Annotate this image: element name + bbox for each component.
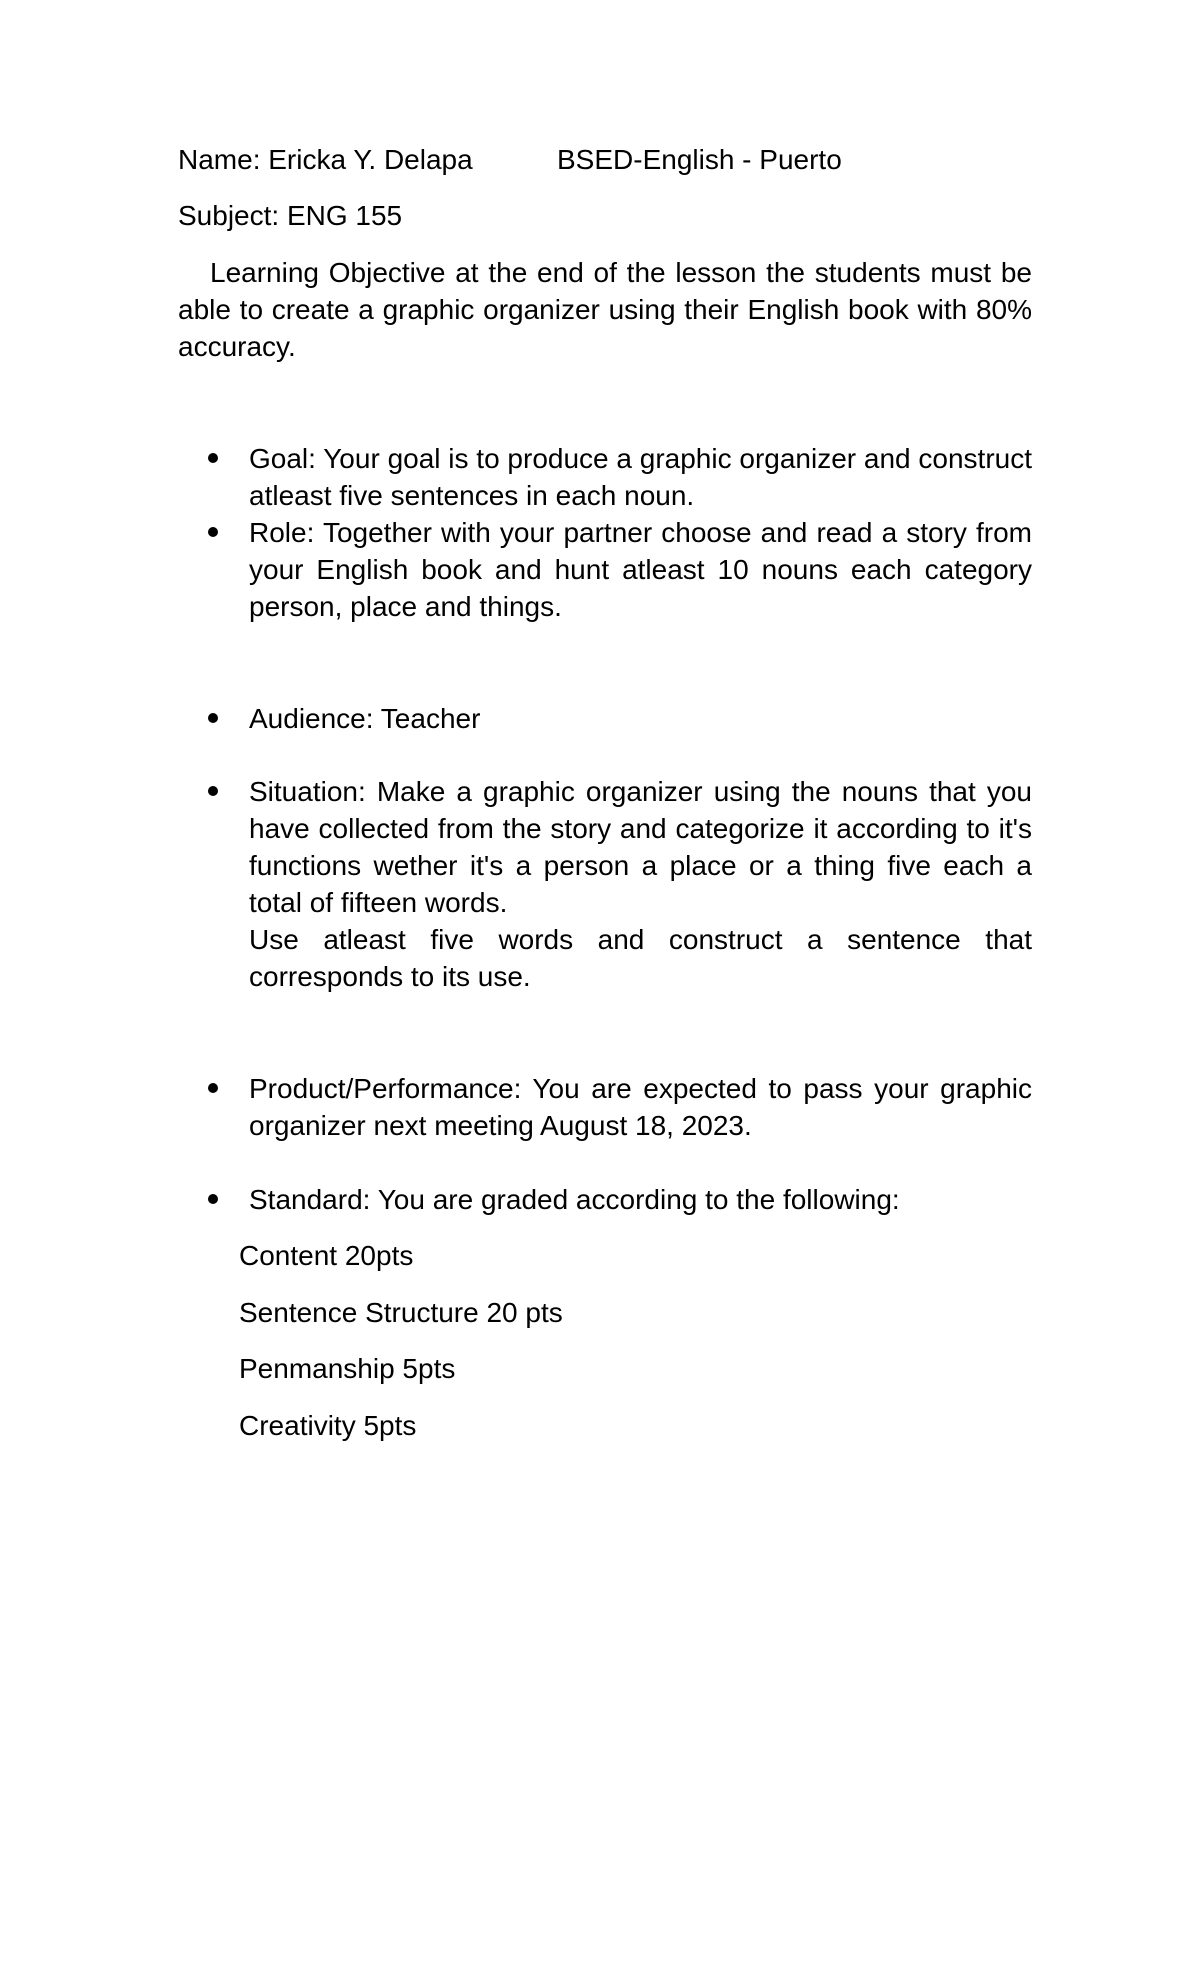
bullet-dot	[208, 527, 218, 537]
subject-label: Subject: ENG 155	[178, 200, 403, 231]
criterion-content: Content 20pts	[239, 1240, 414, 1271]
bullet-situation: Situation: Make a graphic organizer using the nouns that you have collected from the story and categorize it according to it's functions wether it's a person a place or a thing five each a total of fifteen words.	[249, 776, 1032, 918]
bullet-dot	[208, 786, 218, 796]
bullet-dot	[208, 453, 218, 463]
criterion-creativity: Creativity 5pts	[239, 1410, 417, 1441]
bullet-audience: Audience: Teacher	[249, 703, 481, 734]
bullet-standard: Standard: You are graded according to the following:	[249, 1184, 900, 1215]
criterion-penmanship: Penmanship 5pts	[239, 1353, 456, 1384]
bullet-situation-continued: Use atleast five words and construct a sentence that corresponds to its use.	[249, 924, 1032, 992]
student-name: Name: Ericka Y. Delapa	[178, 144, 473, 175]
learning-objective: Learning Objective at the end of the lesson the students must be able to create a graphic organizer using their English book with 80% accuracy.	[178, 257, 1032, 362]
program-label: BSED-English - Puerto	[557, 144, 842, 175]
bullet-goal: Goal: Your goal is to produce a graphic organizer and construct atleast five sentences in each noun.	[249, 443, 1032, 511]
criterion-sentence-structure: Sentence Structure 20 pts	[239, 1297, 563, 1328]
bullet-product: Product/Performance: You are expected to pass your graphic organizer next meeting August 18, 2023.	[249, 1073, 1032, 1141]
bullet-dot	[208, 1194, 218, 1204]
bullet-dot	[208, 713, 218, 723]
bullet-dot	[208, 1083, 218, 1093]
bullet-role: Role: Together with your partner choose and read a story from your English book and hunt atleast 10 nouns each category person, place and things.	[249, 517, 1032, 622]
